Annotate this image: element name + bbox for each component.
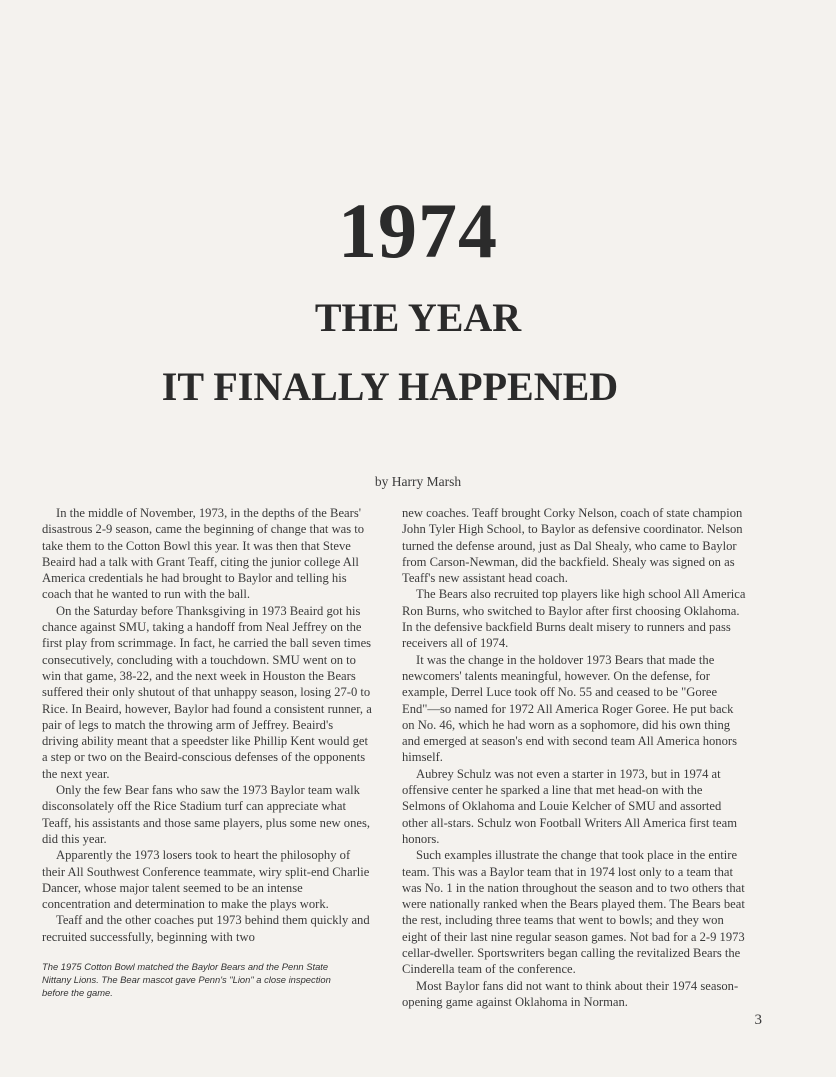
paragraph: Only the few Bear fans who saw the 1973 Baylor team walk disconsolately off the Rice Stadium turf can appreciate what Teaff, his assistants and those same players, plus some new ones, did this year. xyxy=(42,783,371,846)
paragraph: On the Saturday before Thanksgiving in 1973 Beaird got his chance against SMU, taking a handoff from Neal Jeffrey on the first play from scrimmage. In fact, he carried the ball seven times consecutively, concluding with a touchdown. SMU went on to win that game, 38-22, and the next week in Houston the Bears suffered their only shutout of that unhappy season, losing 27-0 to Rice. In Beaird, however, Baylor had found a consistent runner, a pair of legs to match the throwing arm of Jeffrey. Beaird's driving ability meant that a speedster like Phillip Kent would get a step or two on the Beaird-conscious defenses of the opponents the next year. xyxy=(42,603,372,781)
paragraph: Apparently the 1973 losers took to heart the philosophy of their All Southwest Conference teammate, wiry split-end Charlie Dancer, whose major talent seemed to be an intense concentration and determination to make the plays work. xyxy=(42,848,370,912)
paragraph: The Bears also recruited top players like high school All America Ron Burns, who switched to Baylor after first choosing Oklahoma. In the defensive backfield Burns dealt misery to runners and pass receivers all of 1974. xyxy=(402,587,746,651)
article-title-line2: IT FINALLY HAPPENED xyxy=(161,364,619,409)
byline: by Harry Marsh xyxy=(374,474,462,489)
photo-caption: The 1975 Cotton Bowl matched the Baylor Bears and the Penn State Nittany Lions. The Bear mascot gave Penn's "Lion" a close inspection before the game. xyxy=(42,961,331,998)
paragraph: Most Baylor fans did not want to think about their 1974 season-opening game against Oklahoma in Norman. xyxy=(402,978,739,1009)
paragraph: Teaff and the other coaches put 1973 behind them quickly and recruited successfully, beginning with two xyxy=(42,913,370,944)
left-column xyxy=(42,505,372,945)
article-year: 1974 xyxy=(338,187,498,274)
page-number: 3 xyxy=(754,1012,762,1028)
paragraph: In the middle of November, 1973, in the depths of the Bears' disastrous 2-9 season, came the beginning of change that was to take them to the Cotton Bowl this year. It was then that Steve Beaird had a talk with Grant Teaff, citing the junior college All America credentials he had brought to Baylor and telling his coach that he wanted to run with the ball. xyxy=(42,506,365,602)
right-column xyxy=(402,505,748,1010)
paragraph: It was the change in the holdover 1973 Bears that made the newcomers' talents meaningful, however. On the defense, for example, Derrel Luce took off No. 55 and ceased to be "Goree End"—so named for 1972 All America Roger Goree. He put back on No. 46, which he had worn as a sophomore, did his own thing and emerged at season's end with second team All America honors himself. xyxy=(402,652,737,765)
article-title-line1: THE YEAR xyxy=(314,295,522,340)
paragraph: Aubrey Schulz was not even a starter in 1973, but in 1974 at offensive center he sparked a line that met head-on with the Selmons of Oklahoma and Louie Kelcher of SMU and assorted other all-stars. Schulz won Football Writers All America first team honors. xyxy=(402,766,738,846)
paragraph: new coaches. Teaff brought Corky Nelson, coach of state champion John Tyler High School, to Baylor as defensive coordinator. Nelson turned the defense around, just as Dal Shealy, who came to Baylor from Carson-Newman, did the backfield. Shealy was signed on as Teaff's new assistant head coach. xyxy=(402,506,743,586)
paragraph: Such examples illustrate the change that took place in the entire team. This was a Baylor team that in 1974 lost only to a team that was No. 1 in the nation throughout the season and to two others that were nationally ranked when the Bears played them. The Bears beat the rest, including three teams that went to bowls; and they won eight of their last nine regular season games. Not bad for a 2-9 1973 cellar-dweller. Sportswriters began calling the revitalized Bears the Cinderella team of the conference. xyxy=(402,848,745,977)
